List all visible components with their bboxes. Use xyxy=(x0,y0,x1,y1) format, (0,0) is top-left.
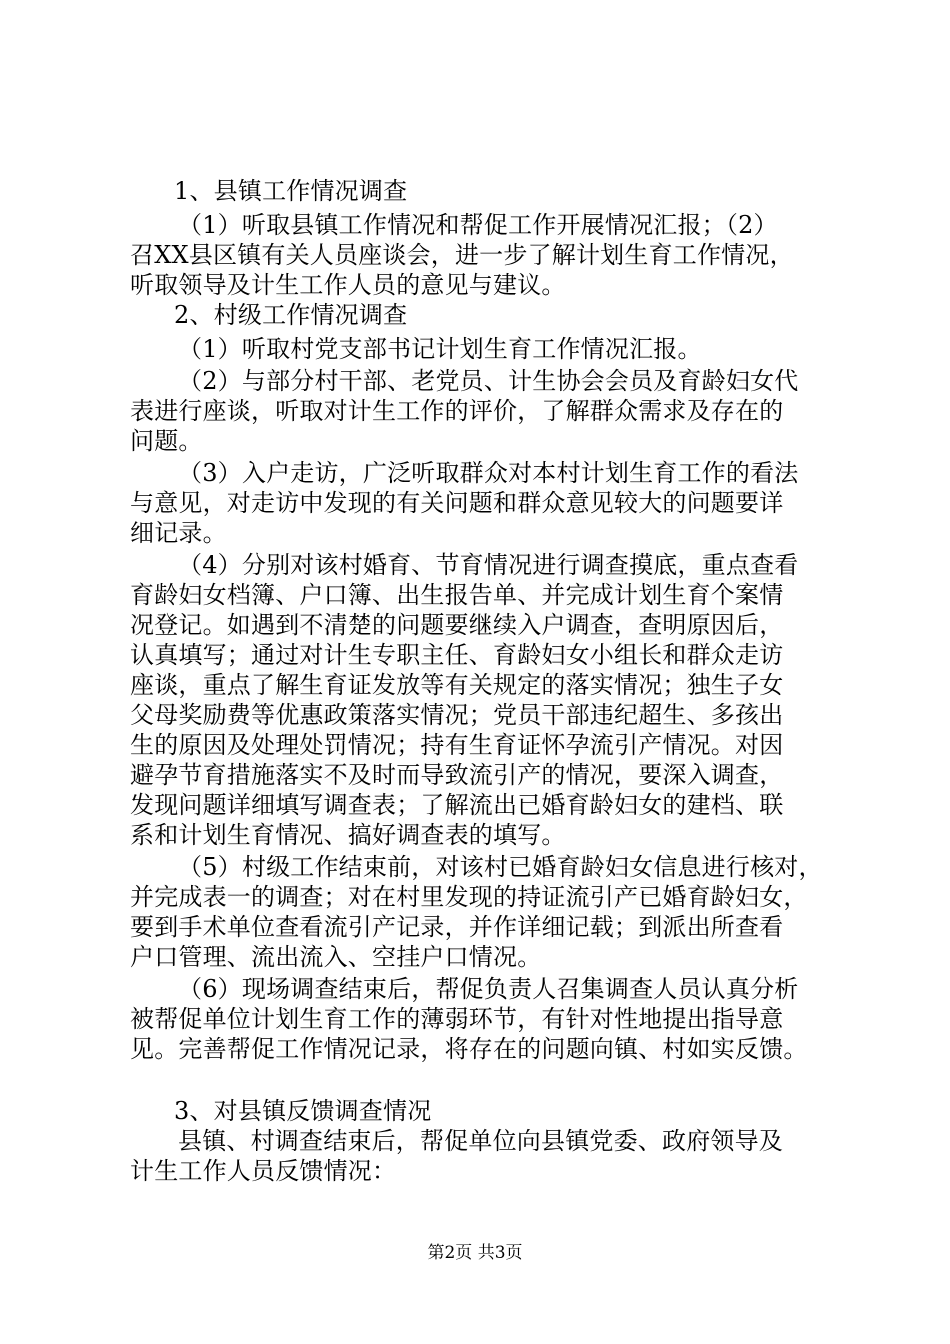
paragraph-line: 育龄妇女档簿、户口簿、出生报告单、并完成计划生育个案情 xyxy=(130,581,784,609)
paragraph-line: （1）听取县镇工作情况和帮促工作开展情况汇报；（2） xyxy=(178,211,778,239)
paragraph-line: （6）现场调查结束后，帮促负责人召集调查人员认真分析 xyxy=(178,975,799,1003)
paragraph-line: 并完成表一的调查；对在村里发现的持证流引产已婚育龄妇女， xyxy=(130,883,808,911)
paragraph-line: 被帮促单位计划生育工作的薄弱环节，有针对性地提出指导意 xyxy=(130,1005,784,1033)
paragraph-line: 见。完善帮促工作情况记录，将存在的问题向镇、村如实反馈。 xyxy=(130,1035,808,1063)
paragraph-line: （4）分别对该村婚育、节育情况进行调查摸底，重点查看 xyxy=(178,551,799,579)
paragraph-line: （2）与部分村干部、老党员、计生协会会员及育龄妇女代 xyxy=(178,367,799,395)
paragraph-line: 要到手术单位查看流引产记录，并作详细记载；到派出所查看 xyxy=(130,913,784,941)
paragraph-line: 认真填写；通过对计生专职主任、育龄妇女小组长和群众走访 xyxy=(130,641,784,669)
paragraph-line: 父母奖励费等优惠政策落实情况；党员干部违纪超生、多孩出 xyxy=(130,701,784,729)
paragraph-line: 听取领导及计生工作人员的意见与建议。 xyxy=(130,271,566,299)
paragraph-line: 发现问题详细填写调查表；了解流出已婚育龄妇女的建档、联 xyxy=(130,791,784,819)
paragraph-line: 避孕节育措施落实不及时而导致流引产的情况，要深入调查， xyxy=(130,761,784,789)
paragraph-line: （1）听取村党支部书记计划生育工作情况汇报。 xyxy=(178,335,702,363)
paragraph-line: 问题。 xyxy=(130,427,203,455)
section-heading-3: 3、对县镇反馈调查情况 xyxy=(174,1097,432,1125)
paragraph-line: 户口管理、流出流入、空挂户口情况。 xyxy=(130,943,542,971)
paragraph-line: 细记录。 xyxy=(130,519,227,547)
page-number-footer: 第2页 共3页 xyxy=(427,1243,523,1263)
paragraph-line: 计生工作人员反馈情况： xyxy=(130,1157,397,1185)
paragraph-line: 况登记。如遇到不清楚的问题要继续入户调查，查明原因后， xyxy=(130,611,784,639)
paragraph-line: 表进行座谈，听取对计生工作的评价，了解群众需求及存在的 xyxy=(130,397,784,425)
paragraph-line: 座谈，重点了解生育证发放等有关规定的落实情况；独生子女 xyxy=(130,671,784,699)
paragraph-line: （3）入户走访，广泛听取群众对本村计划生育工作的看法 xyxy=(178,459,799,487)
paragraph-line: 与意见，对走访中发现的有关问题和群众意见较大的问题要详 xyxy=(130,489,784,517)
paragraph-line: （5）村级工作结束前，对该村已婚育龄妇女信息进行核对， xyxy=(178,853,823,881)
paragraph-line: 系和计划生育情况、搞好调查表的填写。 xyxy=(130,821,566,849)
paragraph-line: 县镇、村调查结束后，帮促单位向县镇党委、政府领导及 xyxy=(178,1127,783,1155)
section-heading-1: 1、县镇工作情况调查 xyxy=(174,177,408,205)
paragraph-line: 召XX县区镇有关人员座谈会，进一步了解计划生育工作情况， xyxy=(130,241,794,269)
paragraph-line: 生的原因及处理处罚情况；持有生育证怀孕流引产情况。对因 xyxy=(130,731,784,759)
section-heading-2: 2、村级工作情况调查 xyxy=(174,301,408,329)
